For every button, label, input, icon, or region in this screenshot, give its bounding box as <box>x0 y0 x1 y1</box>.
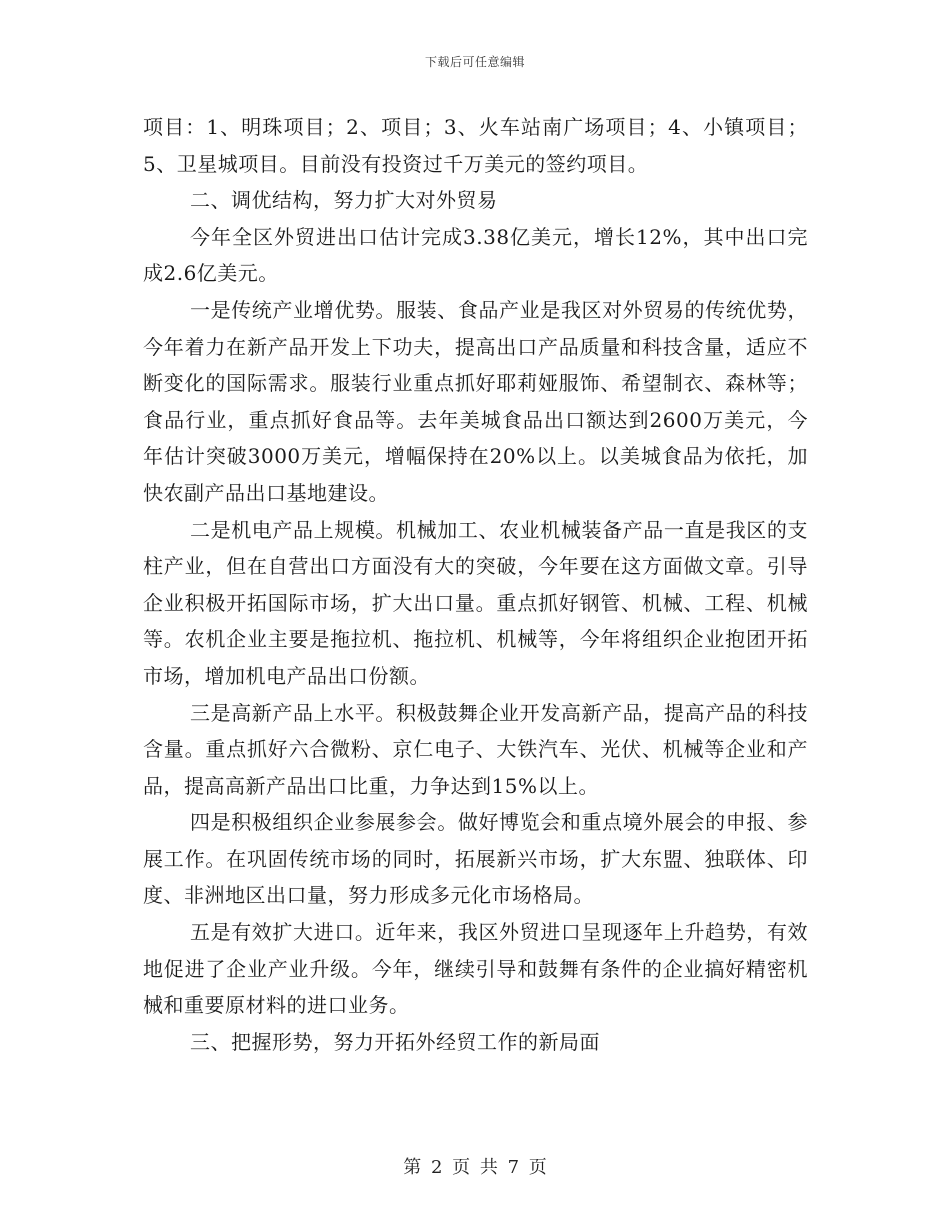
body-text <box>143 109 808 1060</box>
paragraph: 今年全区外贸进出口估计完成3.38亿美元，增长12%，其中出口完成2.6亿美元。 <box>143 224 808 286</box>
paragraph: 四是积极组织企业参展参会。做好博览会和重点境外展会的申报、参展工作。在巩固传统市场的同时，拓展新兴市场，扩大东盟、独联体、印度、非洲地区出口量，努力形成多元化市场格局。 <box>143 810 808 908</box>
section-heading: 三、把握形势，努力开拓外经贸工作的新局面 <box>190 1029 600 1054</box>
paragraph: 五是有效扩大进口。近年来，我区外贸进口呈现逐年上升趋势，有效地促进了企业产业升级。今年，继续引导和鼓舞有条件的企业搞好精密机械和重要原材料的进口业务。 <box>143 920 808 1018</box>
paragraph: 二是机电产品上规模。机械加工、农业机械装备产品一直是我区的支柱产业，但在自营出口方面没有大的突破，今年要在这方面做文章。引导企业积极开拓国际市场，扩大出口量。重点抓好钢管、机械、工程、机械等。农机企业主要是拖拉机、拖拉机、机械等，今年将组织企业抱团开拓市场，增加机电产品出口份额。 <box>143 517 808 688</box>
paragraph: 一是传统产业增优势。服装、食品产业是我区对外贸易的传统优势，今年着力在新产品开发上下功夫，提高出口产品质量和科技含量，适应不断变化的国际需求。服装行业重点抓好耶莉娅服饰、希望制衣、森林等；食品行业，重点抓好食品等。去年美城食品出口额达到2600万美元，今年估计突破3000万美元，增幅保持在20%以上。以美城食品为依托，加快农副产品出口基地建设。 <box>143 297 808 505</box>
page-number: 第 2 页 共 7 页 <box>403 1157 547 1178</box>
header-note: 下载后可任意编辑 <box>424 55 525 69</box>
section-heading: 二、调优结构，努力扩大对外贸易 <box>190 188 498 213</box>
paragraph: 三是高新产品上水平。积极鼓舞企业开发高新产品，提高产品的科技含量。重点抓好六合微粉、京仁电子、大铁汽车、光伏、机械等企业和产品，提高高新产品出口比重，力争达到15%以上。 <box>143 700 808 798</box>
paragraph: 项目：1、明珠项目；2、项目；3、火车站南广场项目；4、小镇项目；5、卫星城项目。目前没有投资过千万美元的签约项目。 <box>143 115 808 176</box>
